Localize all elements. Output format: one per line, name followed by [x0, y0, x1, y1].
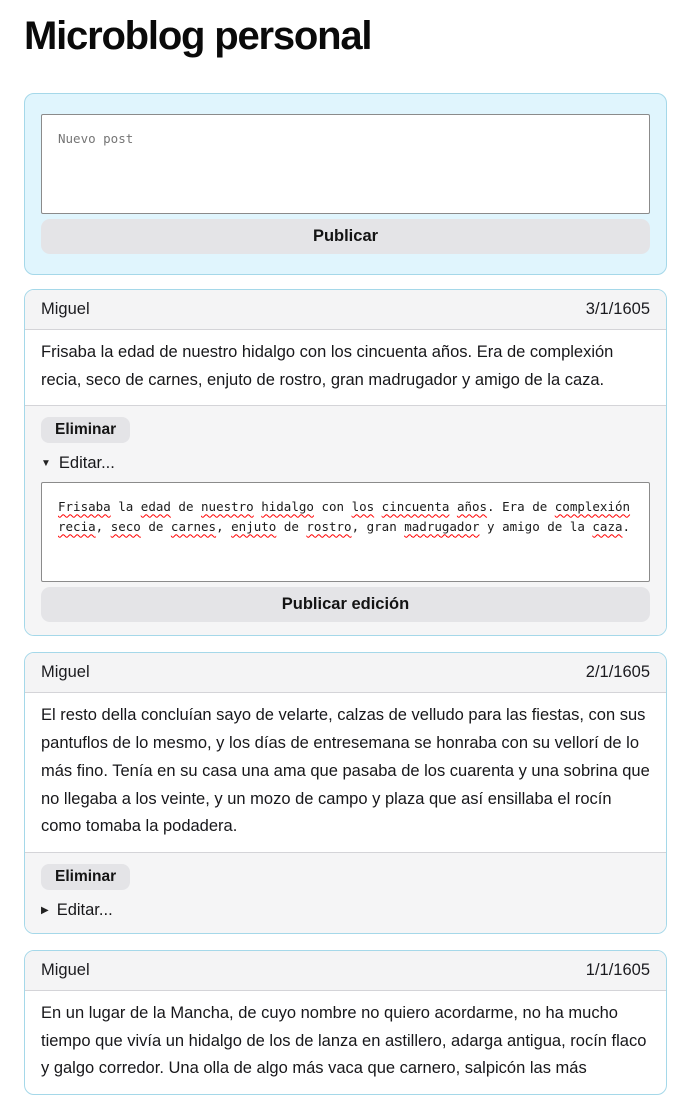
- post-card: [24, 950, 667, 1095]
- publish-button[interactable]: Publicar: [41, 219, 650, 254]
- edit-summary[interactable]: [41, 454, 650, 473]
- post-author: Miguel: [41, 300, 90, 318]
- new-post-textarea[interactable]: [41, 114, 650, 214]
- post-header: [25, 653, 666, 693]
- post-author: Miguel: [41, 663, 90, 682]
- delete-button[interactable]: Eliminar: [41, 417, 130, 443]
- delete-button[interactable]: Eliminar: [41, 864, 130, 890]
- post-date: 3/1/1605: [585, 300, 650, 318]
- caret-right-icon: ▶: [41, 904, 49, 916]
- post-card: [24, 289, 667, 636]
- post-card: [24, 652, 667, 934]
- edit-post-textarea[interactable]: Frisaba la edad de nuestro hidalgo con los cincuenta años. Era de complexión recia, seco de carnes, enjuto de rostro, gran madrugador y amigo de la caza.: [41, 482, 650, 582]
- post-header: [25, 290, 666, 330]
- post-date: 2/1/1605: [585, 663, 650, 682]
- post-body: El resto della concluían sayo de velarte, calzas de velludo para las fiestas, con sus pantuflos de lo mesmo, y los días de entresemana se honraba con su vellorí de lo más fino. Tenía en su casa una ama que pasaba de los cuarenta y una sobrina que no llegaba a los veinte, y un mozo de campo y plaza que así ensillaba el rocín como tomaba la podadera.: [41, 706, 650, 836]
- post-footer: [25, 405, 666, 635]
- edit-details: [41, 454, 650, 622]
- post-body: En un lugar de la Mancha, de cuyo nombre no quiero acordarme, no ha mucho tiempo que vivía un hidalgo de los de lanza en astillero, adarga antigua, rocín flaco y galgo corredor. Una olla de algo más vaca que carnero, salpicón las más: [41, 1004, 647, 1078]
- post-footer: [25, 852, 666, 933]
- edit-post-form: [41, 482, 650, 622]
- post-author: Miguel: [41, 961, 90, 980]
- post-header: [25, 951, 666, 991]
- edit-details: [41, 901, 650, 920]
- new-post-form: [24, 93, 667, 275]
- edit-summary[interactable]: [41, 901, 650, 920]
- edit-summary-label: Editar...: [56, 901, 113, 920]
- post-date: 1/1/1605: [585, 961, 650, 980]
- edit-summary-label: Editar...: [58, 454, 115, 473]
- page-title: Microblog personal: [24, 14, 372, 58]
- post-body: Frisaba la edad de nuestro hidalgo con los cincuenta años. Era de complexión recia, seco de carnes, enjuto de rostro, gran madrugador y amigo de la caza.: [41, 343, 614, 389]
- caret-down-icon: ▼: [41, 457, 51, 469]
- publish-edit-button[interactable]: Publicar edición: [41, 587, 650, 622]
